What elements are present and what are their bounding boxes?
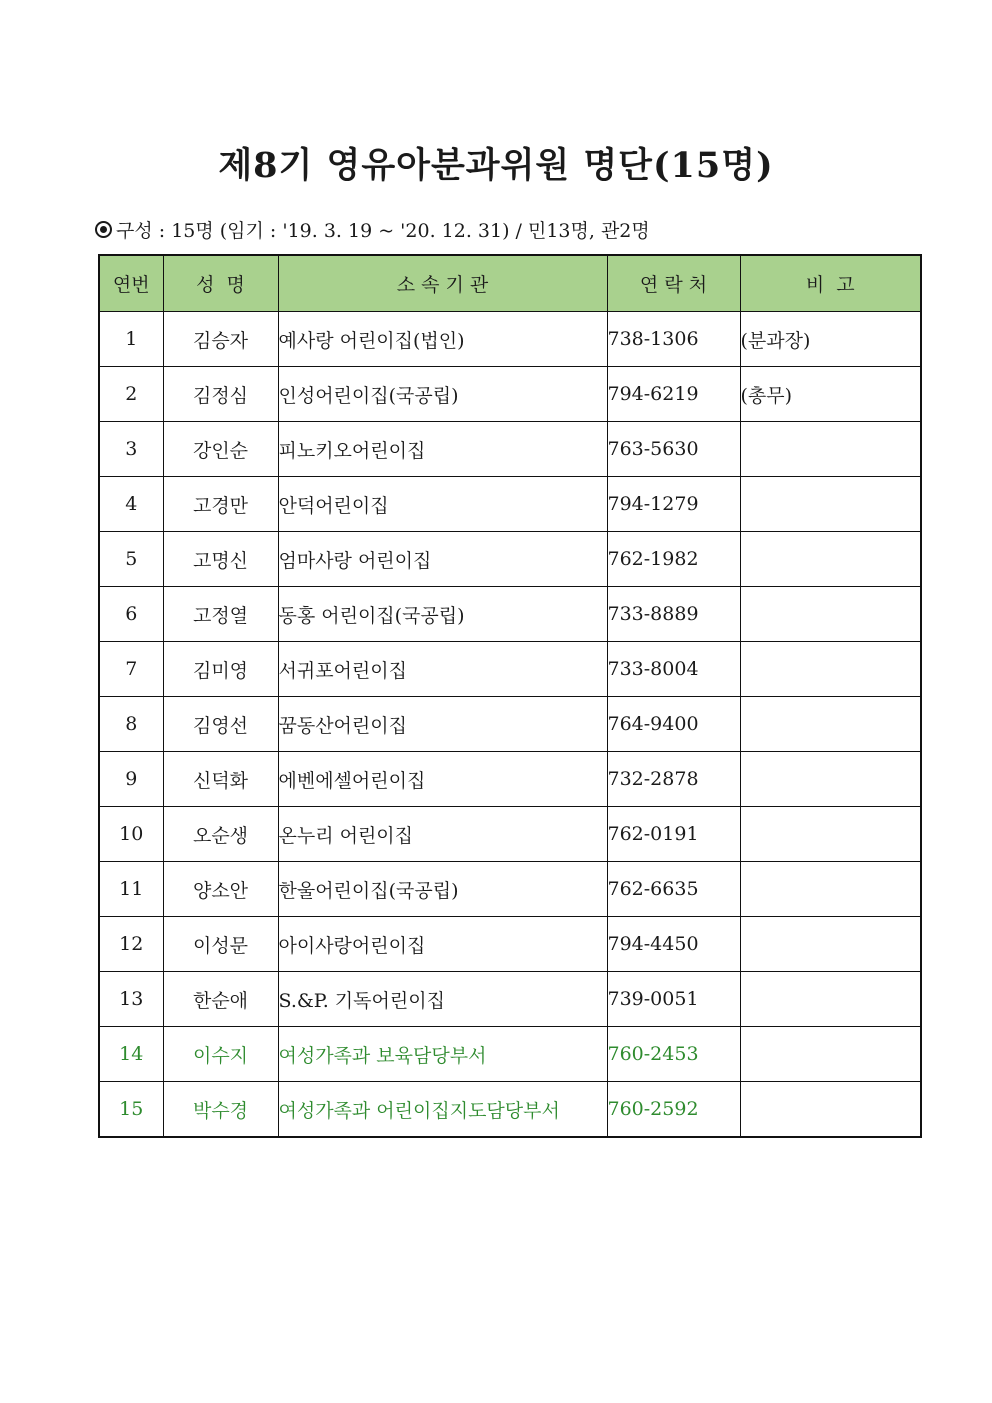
cell-org: 예사랑 어린이집(법인) <box>278 312 607 367</box>
cell-org: 온누리 어린이집 <box>278 807 607 862</box>
table-row <box>99 422 921 477</box>
cell-name: 김승자 <box>163 312 278 367</box>
cell-no: 7 <box>99 642 163 697</box>
radio-bullet-icon <box>95 221 112 238</box>
table-header-row <box>99 255 921 312</box>
table-row <box>99 367 921 422</box>
cell-remarks <box>740 972 921 1027</box>
cell-org: 인성어린이집(국공립) <box>278 367 607 422</box>
composition-summary <box>95 216 650 243</box>
cell-name: 이수지 <box>163 1027 278 1082</box>
cell-name: 고명신 <box>163 532 278 587</box>
cell-org: 피노키오어린이집 <box>278 422 607 477</box>
cell-contact: 762-0191 <box>607 807 740 862</box>
cell-name: 김영선 <box>163 697 278 752</box>
table-row <box>99 862 921 917</box>
cell-contact: 738-1306 <box>607 312 740 367</box>
cell-org: 에벤에셀어린이집 <box>278 752 607 807</box>
cell-no: 1 <box>99 312 163 367</box>
cell-contact: 794-1279 <box>607 477 740 532</box>
cell-remarks <box>740 1027 921 1082</box>
cell-org: 여성가족과 어린이집지도담당부서 <box>278 1082 607 1138</box>
summary-text: 구성 : 15명 (임기 : '19. 3. 19 ~ '20. 12. 31) / 민13명, 관2명 <box>116 220 650 242</box>
cell-name: 신덕화 <box>163 752 278 807</box>
cell-no: 13 <box>99 972 163 1027</box>
cell-name: 양소안 <box>163 862 278 917</box>
table-row <box>99 697 921 752</box>
cell-org: 서귀포어린이집 <box>278 642 607 697</box>
cell-no: 8 <box>99 697 163 752</box>
cell-name: 고경만 <box>163 477 278 532</box>
cell-no: 5 <box>99 532 163 587</box>
cell-remarks: (총무) <box>740 367 921 422</box>
cell-remarks <box>740 477 921 532</box>
table-row <box>99 477 921 532</box>
cell-contact: 733-8004 <box>607 642 740 697</box>
cell-no: 15 <box>99 1082 163 1138</box>
cell-contact: 794-6219 <box>607 367 740 422</box>
cell-contact: 733-8889 <box>607 587 740 642</box>
cell-org: 동홍 어린이집(국공립) <box>278 587 607 642</box>
header-no: 연번 <box>99 255 163 312</box>
cell-contact: 732-2878 <box>607 752 740 807</box>
cell-remarks <box>740 642 921 697</box>
cell-org: 여성가족과 보육담당부서 <box>278 1027 607 1082</box>
table-row <box>99 752 921 807</box>
member-roster-table <box>98 254 922 1138</box>
cell-name: 강인순 <box>163 422 278 477</box>
cell-contact: 760-2453 <box>607 1027 740 1082</box>
cell-no: 4 <box>99 477 163 532</box>
table-row <box>99 312 921 367</box>
cell-remarks <box>740 697 921 752</box>
cell-name: 김정심 <box>163 367 278 422</box>
table-row <box>99 587 921 642</box>
cell-name: 이성문 <box>163 917 278 972</box>
cell-remarks <box>740 917 921 972</box>
cell-remarks <box>740 587 921 642</box>
cell-name: 고정열 <box>163 587 278 642</box>
table-row <box>99 532 921 587</box>
cell-contact: 764-9400 <box>607 697 740 752</box>
page-title: 제8기 영유아분과위원 명단(15명) <box>218 145 774 186</box>
table-row <box>99 1082 921 1138</box>
cell-no: 12 <box>99 917 163 972</box>
cell-contact: 739-0051 <box>607 972 740 1027</box>
table-row <box>99 642 921 697</box>
cell-remarks <box>740 807 921 862</box>
cell-contact: 762-1982 <box>607 532 740 587</box>
cell-contact: 762-6635 <box>607 862 740 917</box>
table-body <box>99 312 921 1138</box>
cell-org: S.&P. 기독어린이집 <box>278 972 607 1027</box>
cell-contact: 794-4450 <box>607 917 740 972</box>
table-row <box>99 1027 921 1082</box>
cell-no: 10 <box>99 807 163 862</box>
cell-remarks <box>740 862 921 917</box>
cell-org: 꿈동산어린이집 <box>278 697 607 752</box>
header-name: 성 명 <box>163 255 278 312</box>
cell-name: 오순생 <box>163 807 278 862</box>
table-row <box>99 972 921 1027</box>
cell-contact: 763-5630 <box>607 422 740 477</box>
cell-remarks <box>740 752 921 807</box>
cell-no: 6 <box>99 587 163 642</box>
cell-name: 박수경 <box>163 1082 278 1138</box>
header-contact: 연 락 처 <box>607 255 740 312</box>
cell-no: 14 <box>99 1027 163 1082</box>
cell-remarks <box>740 1082 921 1138</box>
cell-org: 한울어린이집(국공립) <box>278 862 607 917</box>
cell-remarks <box>740 532 921 587</box>
table-row <box>99 917 921 972</box>
header-remarks: 비 고 <box>740 255 921 312</box>
cell-org: 엄마사랑 어린이집 <box>278 532 607 587</box>
cell-org: 안덕어린이집 <box>278 477 607 532</box>
cell-no: 9 <box>99 752 163 807</box>
table-row <box>99 807 921 862</box>
cell-org: 아이사랑어린이집 <box>278 917 607 972</box>
header-org: 소 속 기 관 <box>278 255 607 312</box>
cell-remarks <box>740 422 921 477</box>
cell-name: 한순애 <box>163 972 278 1027</box>
cell-no: 2 <box>99 367 163 422</box>
cell-remarks: (분과장) <box>740 312 921 367</box>
cell-contact: 760-2592 <box>607 1082 740 1138</box>
cell-no: 11 <box>99 862 163 917</box>
cell-name: 김미영 <box>163 642 278 697</box>
cell-no: 3 <box>99 422 163 477</box>
